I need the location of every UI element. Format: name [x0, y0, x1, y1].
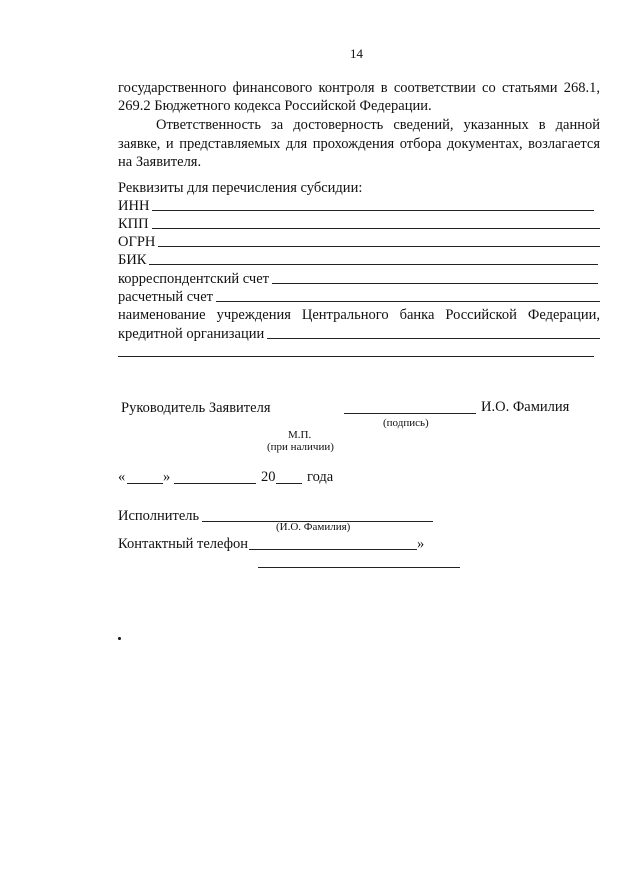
paragraph-2-line-2: заявке, и представляемых для прохождения отбора документах, возлагается — [118, 136, 600, 152]
date-year-prefix: 20 — [261, 469, 276, 485]
phone-blank[interactable] — [249, 549, 417, 550]
requisites-heading: Реквизиты для перечисления субсидии: — [118, 180, 363, 196]
page-number: 14 — [350, 46, 363, 61]
date-year-blank[interactable] — [276, 483, 302, 484]
settlement-account-blank[interactable] — [216, 301, 600, 302]
ogrn-label: ОГРН — [118, 234, 156, 250]
ogrn-blank[interactable] — [158, 246, 600, 247]
signature-caption: (подпись) — [383, 417, 429, 429]
paragraph-1-line-1: государственного финансового контроля в соответствии со статьями 268.1, — [118, 80, 600, 96]
stamp-note: (при наличии) — [267, 441, 334, 453]
date-year-word: года — [307, 469, 334, 485]
name-placeholder: И.О. Фамилия — [481, 399, 570, 415]
executor-caption: (И.О. Фамилия) — [276, 521, 351, 533]
phone-extra-line[interactable] — [258, 567, 460, 568]
paragraph-2-line-3: на Заявителя. — [118, 154, 202, 170]
kpp-blank[interactable] — [152, 228, 600, 229]
inn-blank[interactable] — [152, 210, 594, 211]
phone-close-quote: » — [417, 536, 425, 552]
date-open-quote: « — [118, 469, 126, 485]
bank-name-blank[interactable] — [267, 338, 600, 339]
date-day-blank[interactable] — [127, 483, 163, 484]
settlement-account-label: расчетный счет — [118, 289, 213, 305]
stamp-label: М.П. — [288, 429, 312, 441]
date-month-blank[interactable] — [174, 483, 256, 484]
inn-label: ИНН — [118, 198, 150, 214]
corr-account-field[interactable] — [118, 270, 598, 288]
bank-name-extra-line[interactable] — [118, 356, 594, 357]
paragraph-2-line-1: Ответственность за достоверность сведений, указанных в данной — [156, 117, 600, 133]
date-close-quote: » — [163, 469, 171, 485]
bik-field[interactable] — [118, 251, 598, 269]
ogrn-field[interactable] — [118, 233, 600, 251]
head-label: Руководитель Заявителя — [121, 400, 271, 416]
stray-dot — [118, 637, 121, 640]
bank-name-label-line-2: кредитной организации — [118, 326, 265, 342]
corr-account-label: корреспондентский счет — [118, 271, 269, 287]
kpp-label: КПП — [118, 216, 149, 232]
inn-field[interactable] — [118, 197, 594, 215]
signature-line[interactable] — [344, 413, 476, 414]
bik-label: БИК — [118, 252, 147, 268]
bank-name-field[interactable] — [118, 325, 600, 343]
corr-account-blank[interactable] — [272, 283, 598, 284]
bik-blank[interactable] — [149, 264, 598, 265]
kpp-field[interactable] — [118, 215, 600, 233]
executor-label: Исполнитель — [118, 508, 200, 524]
bank-name-label-line-1: наименование учреждения Центрального банка Российской Федерации, — [118, 307, 600, 323]
paragraph-1-line-2: 269.2 Бюджетного кодекса Российской Федерации. — [118, 98, 432, 114]
settlement-account-field[interactable] — [118, 288, 600, 306]
phone-label: Контактный телефон — [118, 536, 249, 552]
